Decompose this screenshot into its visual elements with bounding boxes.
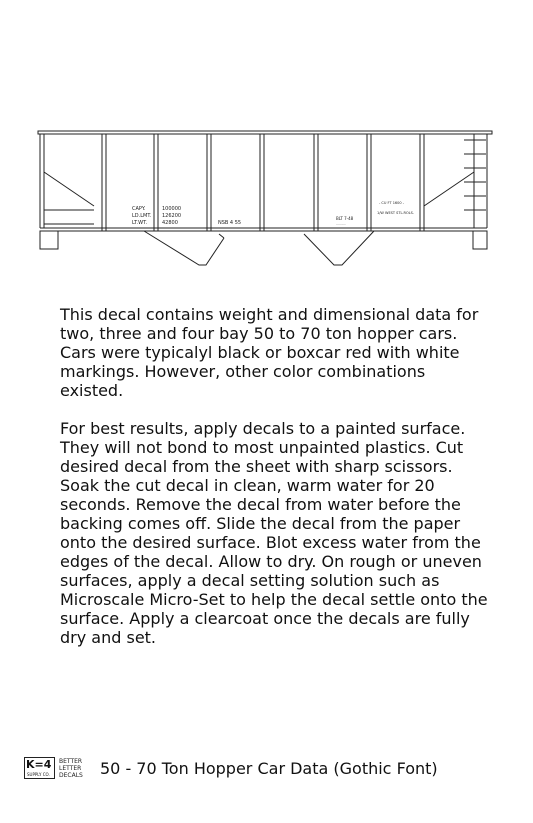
intro-paragraph: This decal contains weight and dimensional data for two, three and four bay 50 to 70 ton hopper cars. Cars were typicalyl black or boxcar red with white markings. However, other color combinations existed. <box>60 305 479 400</box>
built-sub: .......... <box>336 222 346 226</box>
lt-wt-label: LT.WT. <box>132 220 148 226</box>
built-date: BLT 7-48 <box>336 216 354 221</box>
logo-word-letter: LETTER <box>59 764 82 772</box>
logo-word-decals: DECALS <box>59 771 83 779</box>
logo-mark-text: K=4 <box>26 758 52 771</box>
lt-wt-value: 42800 <box>162 220 178 226</box>
hopper-car-drawing <box>34 128 496 270</box>
instructions-text <box>60 305 490 666</box>
application-paragraph: For best results, apply decals to a painted surface. They will not bond to most unpainted plastics. Cut desired decal from the sheet with sharp scissors. Soak the cut decal in clean, warm water for 20 seconds. Remove the decal from water before the backing comes off. Slide the decal from the paper onto the desired surface. Blot excess water from the edges of the decal. Allow to dry. On rough or uneven surfaces, apply a decal setting solution such as Microscale Micro-Set to help the decal settle onto the surface. Apply a clearcoat once the decals are fully dry and set. <box>60 419 488 647</box>
logo-words <box>59 758 83 779</box>
ld-lmt-value: 126200 <box>162 213 182 219</box>
capy-value: 100000 <box>162 206 182 212</box>
hopper-car-svg <box>34 128 496 270</box>
k4-logo <box>24 756 84 780</box>
sheet-title: 50 - 70 Ton Hopper Car Data (Gothic Font) <box>100 758 438 778</box>
cubic-feet: - CU FT 1600 - <box>379 201 404 205</box>
ld-lmt-label: LD.LMT. <box>132 213 152 219</box>
footer <box>24 756 438 780</box>
logo-word-better: BETTER <box>59 757 83 765</box>
k4-logo-mark <box>24 757 55 779</box>
capy-label: CAPY. <box>132 206 146 212</box>
wheel-note: 1/W WEST STL.ROLS. <box>377 211 415 215</box>
logo-sub-text: SUPPLY CO. <box>27 772 50 777</box>
car-number: NSB 4 55 <box>218 220 242 226</box>
